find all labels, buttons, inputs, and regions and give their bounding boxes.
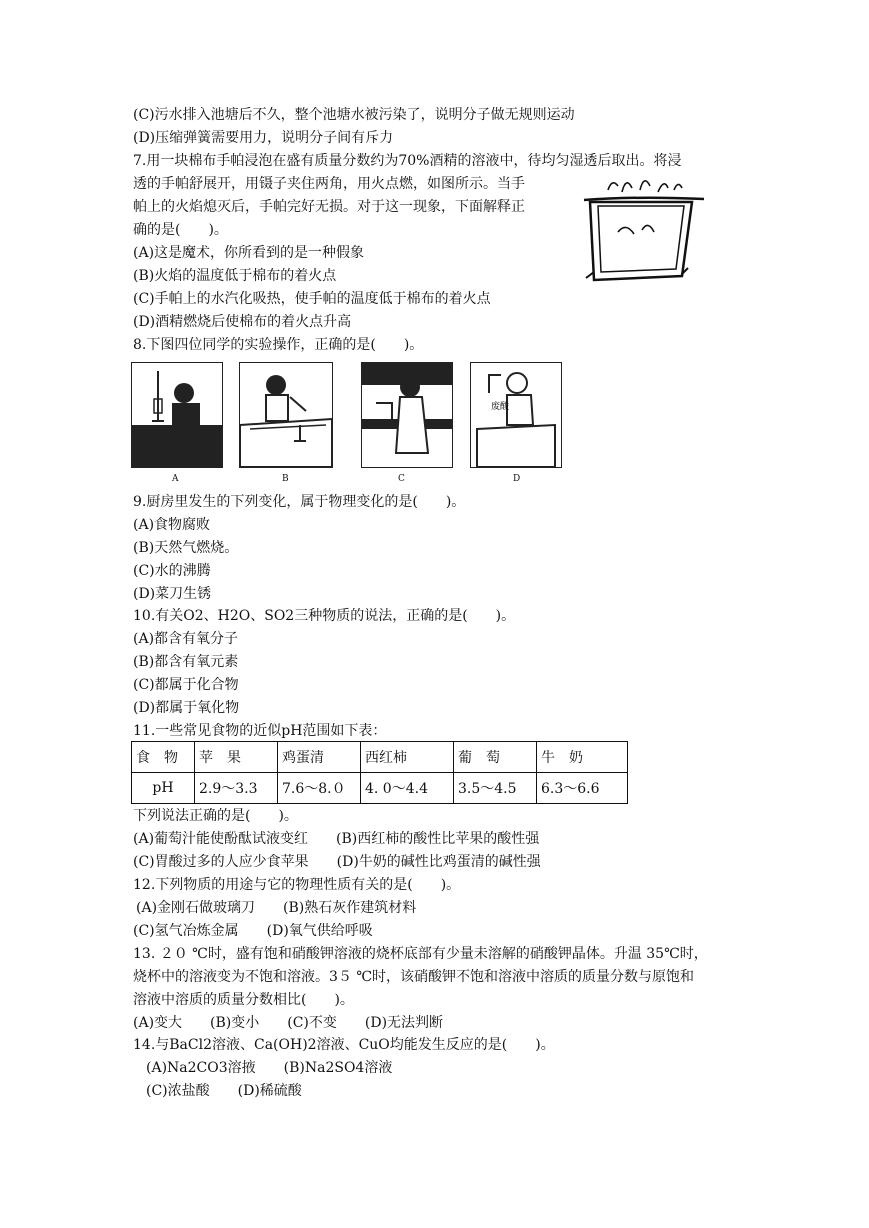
q14-stem: 14.与BaCl2溶液、Ca(OH)2溶液、CuO均能发生反应的是( )。 — [133, 1037, 555, 1053]
table-cell: 7.6～8.０ — [278, 773, 361, 804]
q8-caption-c: C — [398, 474, 405, 484]
table-row — [132, 773, 628, 804]
q9-option-b: (B)天然气燃烧。 — [133, 540, 239, 556]
q8-stem: 8.下图四位同学的实验操作，正确的是( )。 — [133, 337, 424, 353]
q7-stem-2: 透的手帕舒展开，用镊子夹住两角，用火点燃，如图所示。当手 — [133, 176, 525, 192]
q10-option-b: (B)都含有氧元素 — [133, 654, 239, 670]
q8-panel-c — [361, 362, 453, 468]
table-cell: 6.3～6.6 — [537, 773, 628, 804]
q13-stem: 13. ２０ ℃时，盛有饱和硝酸钾溶液的烧杯底部有少量未溶解的硝酸钾晶体。升温 35℃时， — [133, 946, 708, 962]
waste-acid-label: 废酸 — [491, 402, 510, 412]
table-cell: 2.9～3.3 — [195, 773, 278, 804]
q12-stem: 12.下列物质的用途与它的物理性质有关的是( )。 — [133, 877, 461, 893]
table-cell: 苹 果 — [195, 742, 278, 773]
table-cell: 西红柿 — [361, 742, 454, 773]
table-cell: 牛 奶 — [537, 742, 628, 773]
table-cell: 鸡蛋清 — [278, 742, 361, 773]
q10-option-d: (D)都属于氧化物 — [133, 700, 240, 716]
q9-option-d: (D)菜刀生锈 — [133, 586, 212, 602]
q14-options-cd: (C)浓盐酸 (D)稀硫酸 — [146, 1083, 302, 1099]
table-row — [132, 742, 628, 773]
q8-caption-b: B — [282, 474, 289, 484]
q8-caption-d: D — [513, 474, 521, 484]
q10-option-a: (A)都含有氧分子 — [133, 631, 239, 647]
q9-option-a: (A)食物腐败 — [133, 517, 211, 533]
q6-option-c: (C)污水排入池塘后不久，整个池塘水被污染了，说明分子做无规则运动 — [133, 107, 575, 123]
q9-stem: 9.厨房里发生的下列变化，属于物理变化的是( )。 — [133, 494, 466, 510]
q8-panel-a — [131, 362, 223, 468]
q7-option-c: (C)手帕上的水汽化吸热，使手帕的温度低于棉布的着火点 — [133, 291, 491, 307]
q7-stem: 7.用一块棉布手帕浸泡在盛有质量分数约为70%酒精的溶液中，待均匀湿透后取出。将浸 — [133, 153, 682, 169]
q7-stem-3: 帕上的火焰熄灭后，手帕完好无损。对于这一现象，下面解释正 — [133, 199, 525, 215]
q11-stem: 11.一些常见食物的近似pH范围如下表： — [133, 723, 387, 739]
q10-option-c: (C)都属于化合物 — [133, 677, 239, 693]
q11-sub-stem: 下列说法正确的是( )。 — [133, 808, 298, 824]
q14-options-ab: (A)Na2CO3溶掖 (B)Na2SO4溶液 — [146, 1060, 393, 1076]
q7-option-b: (B)火焰的温度低于棉布的着火点 — [133, 268, 337, 284]
q7-option-a: (A)这是魔术，你所看到的是一种假象 — [133, 245, 365, 261]
q8-panel-b — [239, 362, 333, 468]
q13-stem-3: 溶液中溶质的质量分数相比( )。 — [133, 992, 354, 1008]
table-cell: 食 物 — [132, 742, 195, 773]
q12-options-ab: (A)金刚石做玻璃刀 (B)熟石灰作建筑材料 — [136, 900, 417, 916]
q8-caption-a: A — [172, 474, 179, 484]
q12-options-cd: (C)氢气冶炼金属 (D)氧气供给呼吸 — [133, 923, 373, 939]
ph-table — [131, 741, 628, 804]
q8-panel-d — [470, 362, 562, 468]
table-cell: 3.5～4.5 — [454, 773, 537, 804]
q11-options-cd: (C)胃酸过多的人应少食苹果 (D)牛奶的碱性比鸡蛋清的碱性强 — [133, 854, 541, 870]
table-cell: pH — [132, 773, 195, 804]
q7-option-d: (D)酒精燃烧后使棉布的着火点升高 — [133, 314, 352, 330]
handkerchief-figure — [578, 172, 710, 284]
q9-option-c: (C)水的沸腾 — [133, 563, 211, 579]
table-cell: 葡 萄 — [454, 742, 537, 773]
q13-stem-2: 烧杯中的溶液变为不饱和溶液。3５ ℃时，该硝酸钾不饱和溶液中溶质的质量分数与原饱和 — [133, 969, 695, 985]
q7-stem-4: 确的是( )。 — [133, 222, 228, 238]
q6-option-d: (D)压缩弹簧需要用力，说明分子间有斥力 — [133, 130, 394, 146]
q11-options-ab: (A)葡萄汁能使酚酞试液变红 (B)西红柿的酸性比苹果的酸性强 — [133, 831, 540, 847]
q13-options: (A)变大 (B)变小 (C)不变 (D)无法判断 — [133, 1015, 444, 1031]
q10-stem: 10.有关O2、H2O、SO2三种物质的说法，正确的是( )。 — [133, 608, 516, 624]
table-cell: 4. 0～4.4 — [361, 773, 454, 804]
